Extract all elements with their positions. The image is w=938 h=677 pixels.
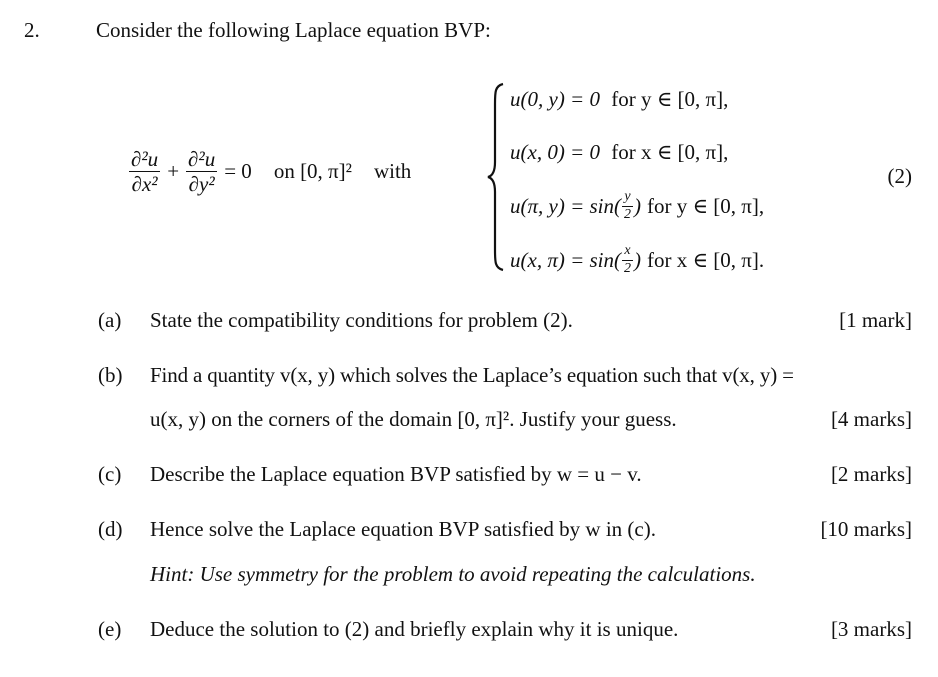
pde-with: with [373,159,412,184]
question-intro: Consider the following Laplace equation BVP: [96,18,491,42]
part-b-label: (b) [98,363,123,387]
condition-4 [510,244,764,276]
part-a-text: State the compatibility conditions for problem (2). [150,308,573,332]
condition-3-frac-den: 2 [624,206,631,222]
pde-term1-numerator: ∂²u [131,147,159,171]
condition-4-close: ) [634,247,641,272]
part-c-marks: [2 marks] [830,462,912,486]
pde-rhs: = 0 [224,159,252,184]
condition-3 [510,190,764,222]
pde-term1 [129,148,160,195]
condition-4-rest: for x ∈ [0, π]. [647,247,765,272]
part-d-label: (d) [98,517,123,541]
condition-3-fraction [622,190,633,222]
condition-2-lhs: u(x, 0) = 0 [510,140,600,164]
condition-1-lhs: u(0, y) = 0 [510,87,600,111]
part-d-hint: Hint: Use symmetry for the problem to avoid repeating the calculations. [150,562,756,586]
condition-1-rest: for y ∈ [0, π], [611,87,729,111]
condition-4-frac-num: x [624,243,631,258]
part-e-text: Deduce the solution to (2) and briefly explain why it is unique. [150,617,679,641]
condition-4-fraction [622,244,633,276]
condition-4-lhs: u(x, π) = sin( [510,247,621,272]
part-d-text: Hence solve the Laplace equation BVP satisfied by w in (c). [150,517,656,541]
condition-2 [510,140,728,165]
condition-4-frac-den: 2 [624,260,631,276]
condition-3-rest: for y ∈ [0, π], [647,193,765,218]
question-number: 2. [24,18,40,42]
condition-2-rest: for x ∈ [0, π], [611,140,729,164]
pde-domain: on [0, π]² [273,159,352,184]
equation-number: (2) [887,164,912,188]
cases-brace [487,82,505,272]
part-b-text-line1: Find a quantity v(x, y) which solves the Laplace’s equation such that v(x, y) = [150,363,794,387]
pde-plus: + [167,159,180,184]
part-b-marks: [4 marks] [830,407,912,431]
part-a-label: (a) [98,308,122,332]
condition-3-close: ) [634,193,641,218]
pde-term1-denominator: ∂x² [129,171,160,195]
condition-3-lhs: u(π, y) = sin( [510,193,621,218]
part-a-marks: [1 mark] [839,308,912,332]
part-c-text: Describe the Laplace equation BVP satisfied by w = u − v. [150,462,642,486]
part-e-label: (e) [98,617,122,641]
pde-term2 [186,148,217,195]
pde-term2-denominator: ∂y² [186,171,217,195]
part-d-marks: [10 marks] [820,517,912,541]
part-e-marks: [3 marks] [830,617,912,641]
condition-3-frac-num: y [624,189,631,204]
pde-equation [126,148,411,195]
part-c-label: (c) [98,462,122,486]
condition-1 [510,87,728,112]
part-b-text-line2: u(x, y) on the corners of the domain [0, π]². Justify your guess. [150,407,677,431]
pde-term2-numerator: ∂²u [188,147,216,171]
